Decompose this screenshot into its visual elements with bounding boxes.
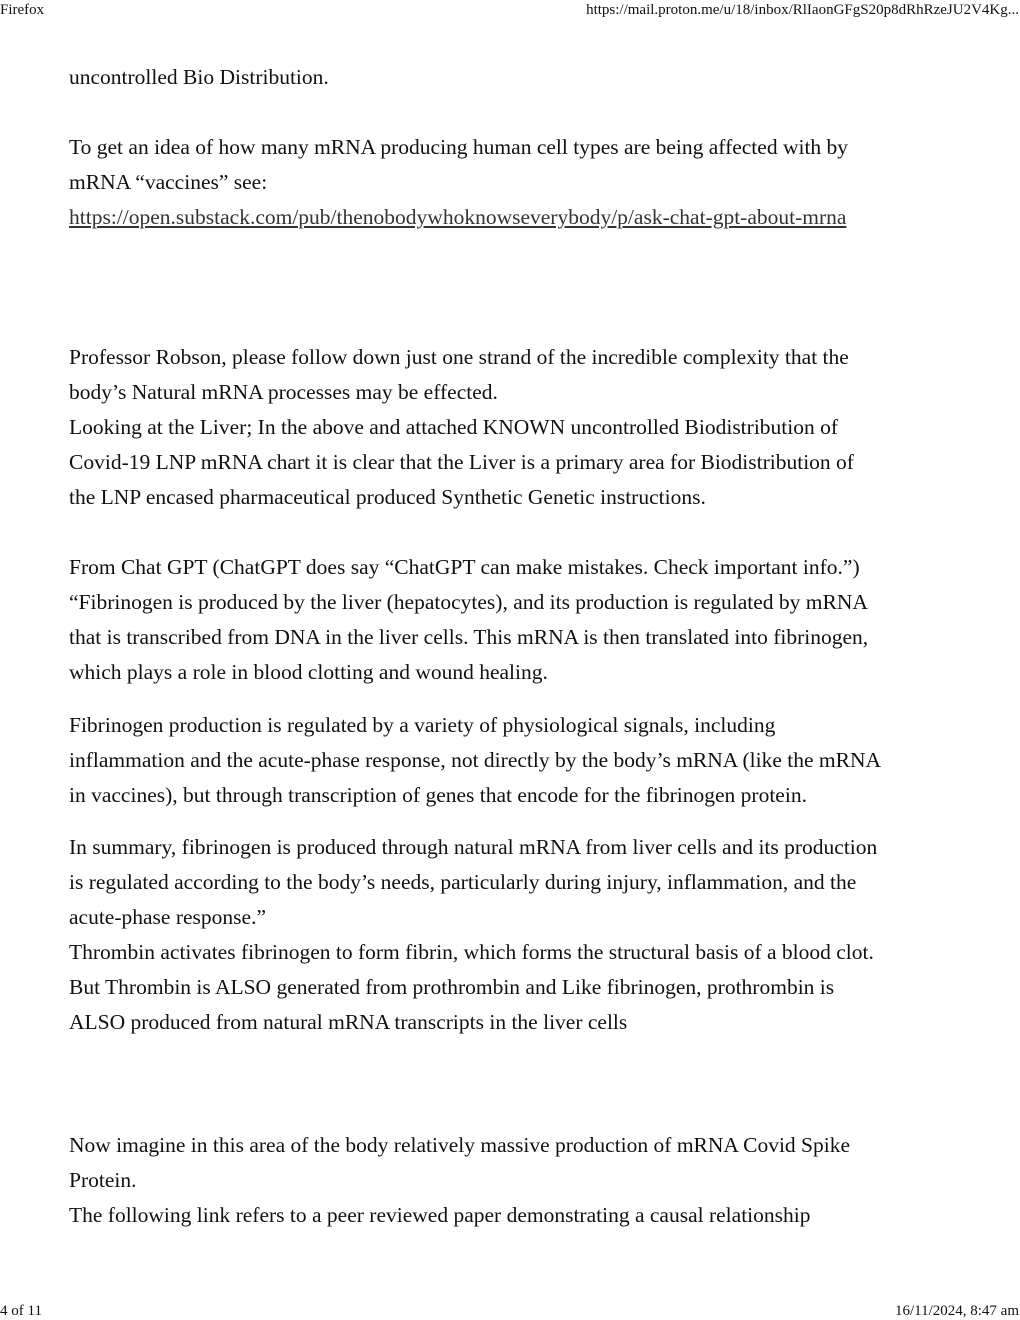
text-line: acute-phase response.” [69, 905, 266, 929]
text-line: that is transcribed from DNA in the liver cells. This mRNA is then translated into fibrinogen, [69, 625, 869, 649]
text-line: uncontrolled Bio Distribution. [69, 65, 329, 89]
text-line: ALSO produced from natural mRNA transcripts in the liver cells [69, 1010, 628, 1034]
substack-link[interactable]: https://open.substack.com/pub/thenobodywhoknowseverybody/p/ask-chat-gpt-about-mrna [69, 205, 847, 229]
text-line: Looking at the Liver; In the above and attached KNOWN uncontrolled Biodistribution of [69, 415, 839, 439]
text-line: body’s Natural mRNA processes may be effected. [69, 380, 498, 404]
text-line: Covid-19 LNP mRNA chart it is clear that the Liver is a primary area for Biodistribution of [69, 450, 854, 474]
page-indicator: 4 of 11 [0, 1303, 42, 1319]
print-datetime: 16/11/2024, 8:47 am [894, 1303, 1019, 1319]
text-line: In summary, fibrinogen is produced through natural mRNA from liver cells and its production [69, 835, 878, 859]
text-line: The following link refers to a peer reviewed paper demonstrating a causal relationship [69, 1203, 811, 1227]
text-line: Fibrinogen production is regulated by a variety of physiological signals, including [69, 713, 776, 737]
page-url: https://mail.proton.me/u/18/inbox/RlIaonGFgS20p8dRhRzeJU2V4Kg... [586, 2, 1019, 18]
text-line: Protein. [69, 1168, 137, 1192]
text-line: But Thrombin is ALSO generated from prothrombin and Like fibrinogen, prothrombin is [69, 975, 835, 999]
text-line: To get an idea of how many mRNA producing human cell types are being affected with by [69, 135, 849, 159]
text-line: inflammation and the acute-phase response, not directly by the body’s mRNA (like the mRNA [69, 748, 882, 772]
text-line: Thrombin activates fibrinogen to form fibrin, which forms the structural basis of a blood clot. [69, 940, 874, 964]
text-line: Professor Robson, please follow down just one strand of the incredible complexity that the [69, 345, 849, 369]
text-line: is regulated according to the body’s needs, particularly during injury, inflammation, and the [69, 870, 857, 894]
text-line: mRNA “vaccines” see: [69, 170, 268, 194]
text-line: “Fibrinogen is produced by the liver (hepatocytes), and its production is regulated by mRNA [69, 590, 868, 614]
text-line: which plays a role in blood clotting and wound healing. [69, 660, 548, 684]
text-line: From Chat GPT (ChatGPT does say “ChatGPT can make mistakes. Check important info.”) [69, 555, 860, 579]
email-body [69, 60, 969, 1233]
text-line: Now imagine in this area of the body relatively massive production of mRNA Covid Spike [69, 1133, 851, 1157]
text-line: the LNP encased pharmaceutical produced Synthetic Genetic instructions. [69, 485, 706, 509]
browser-name: Firefox [0, 2, 45, 18]
text-line: in vaccines), but through transcription of genes that encode for the fibrinogen protein. [69, 783, 807, 807]
